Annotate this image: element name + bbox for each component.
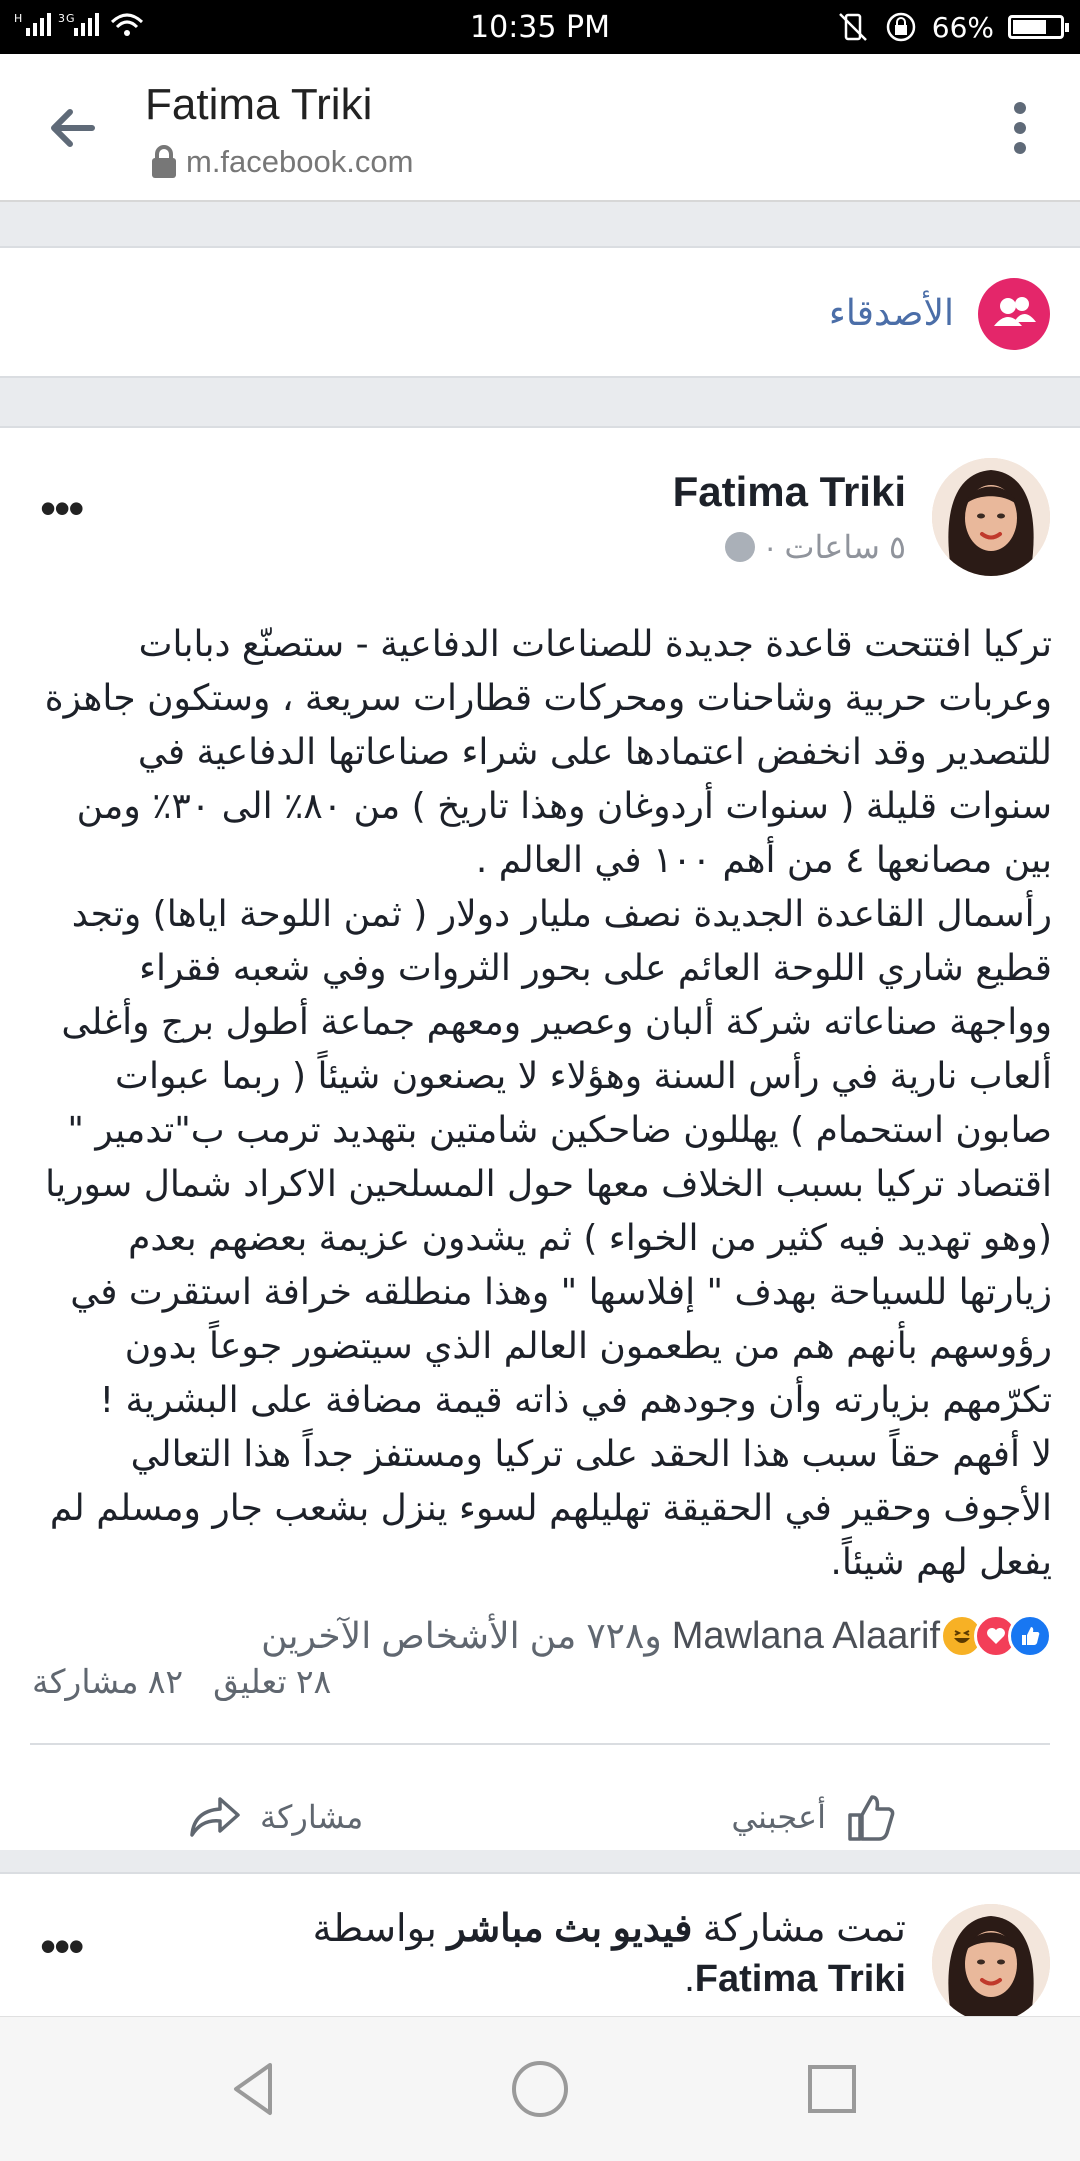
like-label: أعجبني [731,1799,826,1835]
post-counts [32,1662,331,1701]
post-paragraph: رأسمال القاعدة الجديدة نصف مليار دولار ( ثمن اللوحة اياها) وتجد قطيع شاري اللوحة العائم على بحور الثروات وفي شعبه فقراء وواجهة صناعاته شركة ألبان وعصير ومعهم جماعة أطول برج وأغلى ألعاب نارية في رأس السنة وهؤلاء لا يصنعون شيئاً ( ربما عبوات صابون استحمام ) يهللون ضاحكين شامتين بتهديد ترمب ب"تدمير " اقتصاد تركيا بسبب الخلاف معها حول المسلحين الاكراد شمال سوريا (وهو تهديد فيه كثير من الخواء ) ثم يشدون عزيمة بعضهم بعدم زيارتها للسياحة بهدف " إفلاسها " وهذا منطلقه خرافة استقرت في رؤوسهم بأنهم هم من يطعمون العالم الذي سيتضور جوعاً بدون تكرّمهم بزيارته وأن وجودهم في ذاته قيمة مضافة على البشرية ! [45,894,1052,1421]
like-button[interactable] [731,1782,898,1852]
shared-post-heading [206,1904,906,2004]
spacer [0,1850,1080,1872]
battery-icon [1008,15,1064,39]
share-count[interactable]: ٨٢ مشاركة [32,1663,184,1700]
vibrate-icon [836,10,870,44]
svg-text:3G: 3G [58,12,76,25]
divider [30,1743,1050,1745]
status-bar [0,0,1080,54]
like-icon [1008,1614,1052,1658]
heading-mid: بواسطة [312,1908,448,1950]
reaction-name: Mawlana Alaarif [671,1614,940,1657]
svg-text:H: H [14,12,24,25]
share-button[interactable] [186,1782,363,1852]
reactions-summary[interactable] [261,1610,1052,1662]
nav-home-icon[interactable] [508,2057,572,2121]
feed-post [0,426,1080,1850]
lock-icon [148,144,180,180]
post-more-button[interactable]: ••• [40,482,83,534]
spacer [0,202,1080,246]
vertical-dots-icon[interactable] [1012,100,1028,156]
nav-recents-icon[interactable] [800,2057,864,2121]
page-title: Fatima Triki [145,80,373,129]
post-more-button[interactable]: ••• [40,1920,83,1972]
feed-post-2 [0,1872,1080,2016]
browser-url-bar [0,54,1080,202]
post-body [28,618,1052,1590]
reaction-others: و٧٢٨ من الأشخاص الآخرين [261,1614,662,1656]
globe-icon [725,532,755,562]
reactions-text [261,1615,940,1658]
arrow-left-icon[interactable] [42,98,102,158]
post-meta [725,528,906,566]
post-author[interactable]: Fatima Triki [672,468,906,515]
share-icon [186,1789,244,1845]
nav-back-icon[interactable] [224,2057,288,2121]
rotation-lock-icon [884,10,918,44]
friends-icon-circle [978,278,1050,350]
avatar[interactable] [932,458,1050,576]
clock: 10:35 PM [470,10,610,45]
status-right [836,10,1064,44]
live-video-link[interactable]: فيديو بث مباشر [447,1908,693,1950]
avatar-image [932,1904,1050,2016]
system-nav-bar [0,2016,1080,2161]
heading-end: . [684,1958,695,2000]
url-host: m.facebook.com [186,144,414,179]
post-paragraph: لا أفهم حقاً سبب هذا الحقد على تركيا ومستفز جداً هذا التعالي الأجوف وحقير في الحقيقة تهليلهم لسوء ينزل بشعب جار ومسلم لم يفعل لهم شيئاً. [49,1434,1052,1583]
reaction-icons [950,1614,1052,1658]
post-paragraph: تركيا افتتحت قاعدة جديدة للصناعات الدفاعية - ستصنّع دبابات وعربات حربية وشاحنات ومحركات قطارات سريعة ، وستكون جاهزة للتصدير وقد انخفض اعتمادها على شراء صناعاتها الدفاعية في سنوات قليلة ( سنوات أردوغان وهذا تاريخ ) من ٨٠٪ الى ٣٠٪ ومن بين مصانعها ٤ من أهم ١٠٠ في العالم . [44,624,1052,881]
comment-count[interactable]: ٢٨ تعليق [213,1663,332,1700]
friends-link[interactable] [0,246,1080,378]
people-icon [978,278,1050,350]
share-label: مشاركة [260,1799,364,1835]
avatar[interactable] [932,1904,1050,2016]
battery-percent: 66% [931,10,994,44]
avatar-image [932,458,1050,576]
heading-prefix: تمت مشاركة [692,1908,906,1950]
friends-label: الأصدقاء [828,292,954,333]
thumbs-up-icon [842,1789,898,1845]
post-time: ٥ ساعات · [764,529,906,565]
author-link[interactable]: Fatima Triki [694,1958,906,2000]
